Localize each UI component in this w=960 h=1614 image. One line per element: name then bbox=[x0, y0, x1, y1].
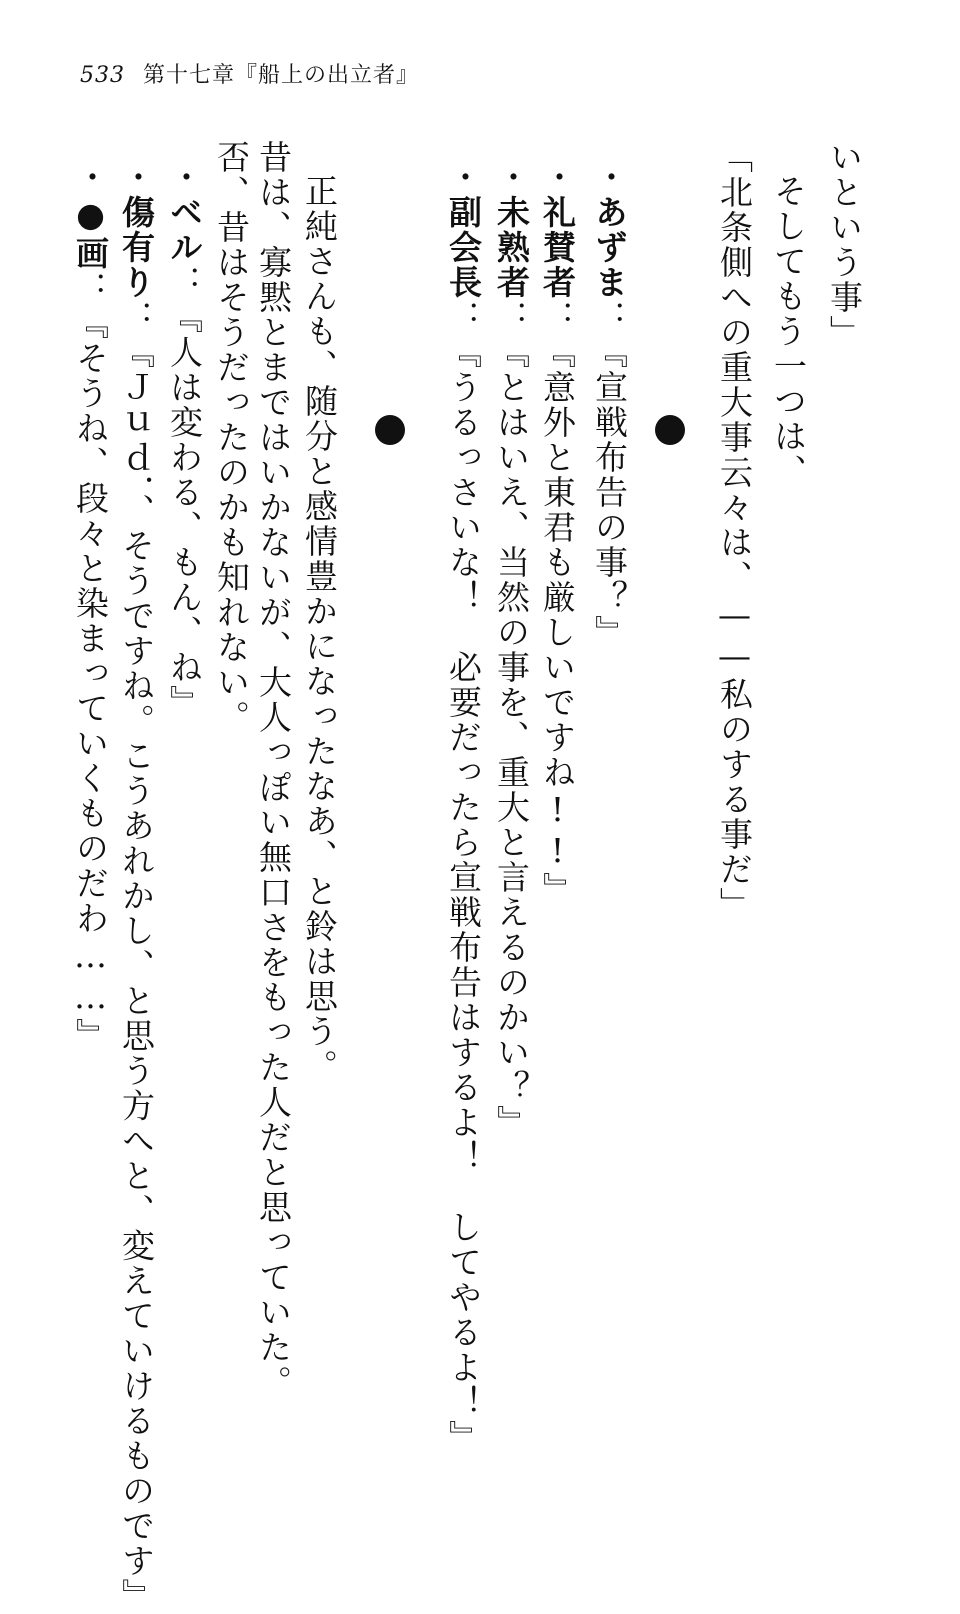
text-column: 正純さんも、随分と感情豊かになったなあ、と鈴は思う。 bbox=[300, 174, 339, 1084]
text-column: そしてもう一つは、 bbox=[769, 174, 808, 489]
chat-message: 『意外と東君も厳しいですね!!』 bbox=[538, 335, 577, 907]
chat-speaker: 副会長 bbox=[444, 195, 483, 300]
chat-line: ・ベル：『人は変わる、もん、ね』 bbox=[165, 160, 204, 720]
chat-speaker: あずま bbox=[590, 195, 629, 300]
page-number: 533 bbox=[80, 63, 125, 88]
chat-message: 『とはいえ、当然の事を、重大と言えるのかい？』 bbox=[492, 335, 531, 1140]
chat-speaker: 礼賛者 bbox=[538, 195, 577, 300]
chat-speaker: 未熟者 bbox=[492, 195, 531, 300]
chat-line: ・あずま：『宣戦布告の事？』 bbox=[590, 160, 629, 650]
chat-line: ・副会長：『うるっさいな！ 必要だったら宣戦布告はするよ！ してやるよ！』 bbox=[444, 160, 483, 1455]
section-break-dot bbox=[655, 415, 685, 445]
chat-speaker: ベル bbox=[165, 195, 204, 265]
chat-message: 『うるっさいな！ 必要だったら宣戦布告はするよ！ してやるよ！』 bbox=[444, 335, 483, 1455]
text-column: いという事」 bbox=[825, 140, 864, 350]
chat-speaker: 傷有り bbox=[117, 195, 156, 300]
chapter-title: 第十七章『船上の出立者』 bbox=[143, 63, 420, 88]
chat-speaker: ●画 bbox=[71, 195, 110, 271]
text-column: 「北条側への重大事云々は、——私のする事だ」 bbox=[715, 140, 754, 922]
chat-message: 『宣戦布告の事？』 bbox=[590, 335, 629, 650]
page-header bbox=[80, 58, 419, 89]
chat-line: ・未熟者：『とはいえ、当然の事を、重大と言えるのかい？』 bbox=[492, 160, 531, 1140]
chat-line: ・礼賛者：『意外と東君も厳しいですね!!』 bbox=[538, 160, 577, 907]
chat-message: 『人は変わる、もん、ね』 bbox=[165, 300, 204, 720]
chat-line: ・傷有り：『Ｊｕｄ．、そうですね。こうあれかし、と思う方へと、変えていけるものです』 bbox=[117, 160, 156, 1614]
chat-line: ・●画：『そうね、段々と染まっていくものだわ……』 bbox=[71, 160, 110, 1053]
chat-message: 『そうね、段々と染まっていくものだわ……』 bbox=[71, 306, 110, 1053]
text-column: 否、昔はそうだったのかも知れない。 bbox=[212, 140, 251, 735]
section-break-dot bbox=[375, 415, 405, 445]
text-column: 昔は、寡黙とまではいかないが、大人っぽい無口さをもった人だと思っていた。 bbox=[254, 140, 293, 1400]
chat-message: 『Ｊｕｄ．、そうですね。こうあれかし、と思う方へと、変えていけるものです』 bbox=[117, 335, 156, 1614]
